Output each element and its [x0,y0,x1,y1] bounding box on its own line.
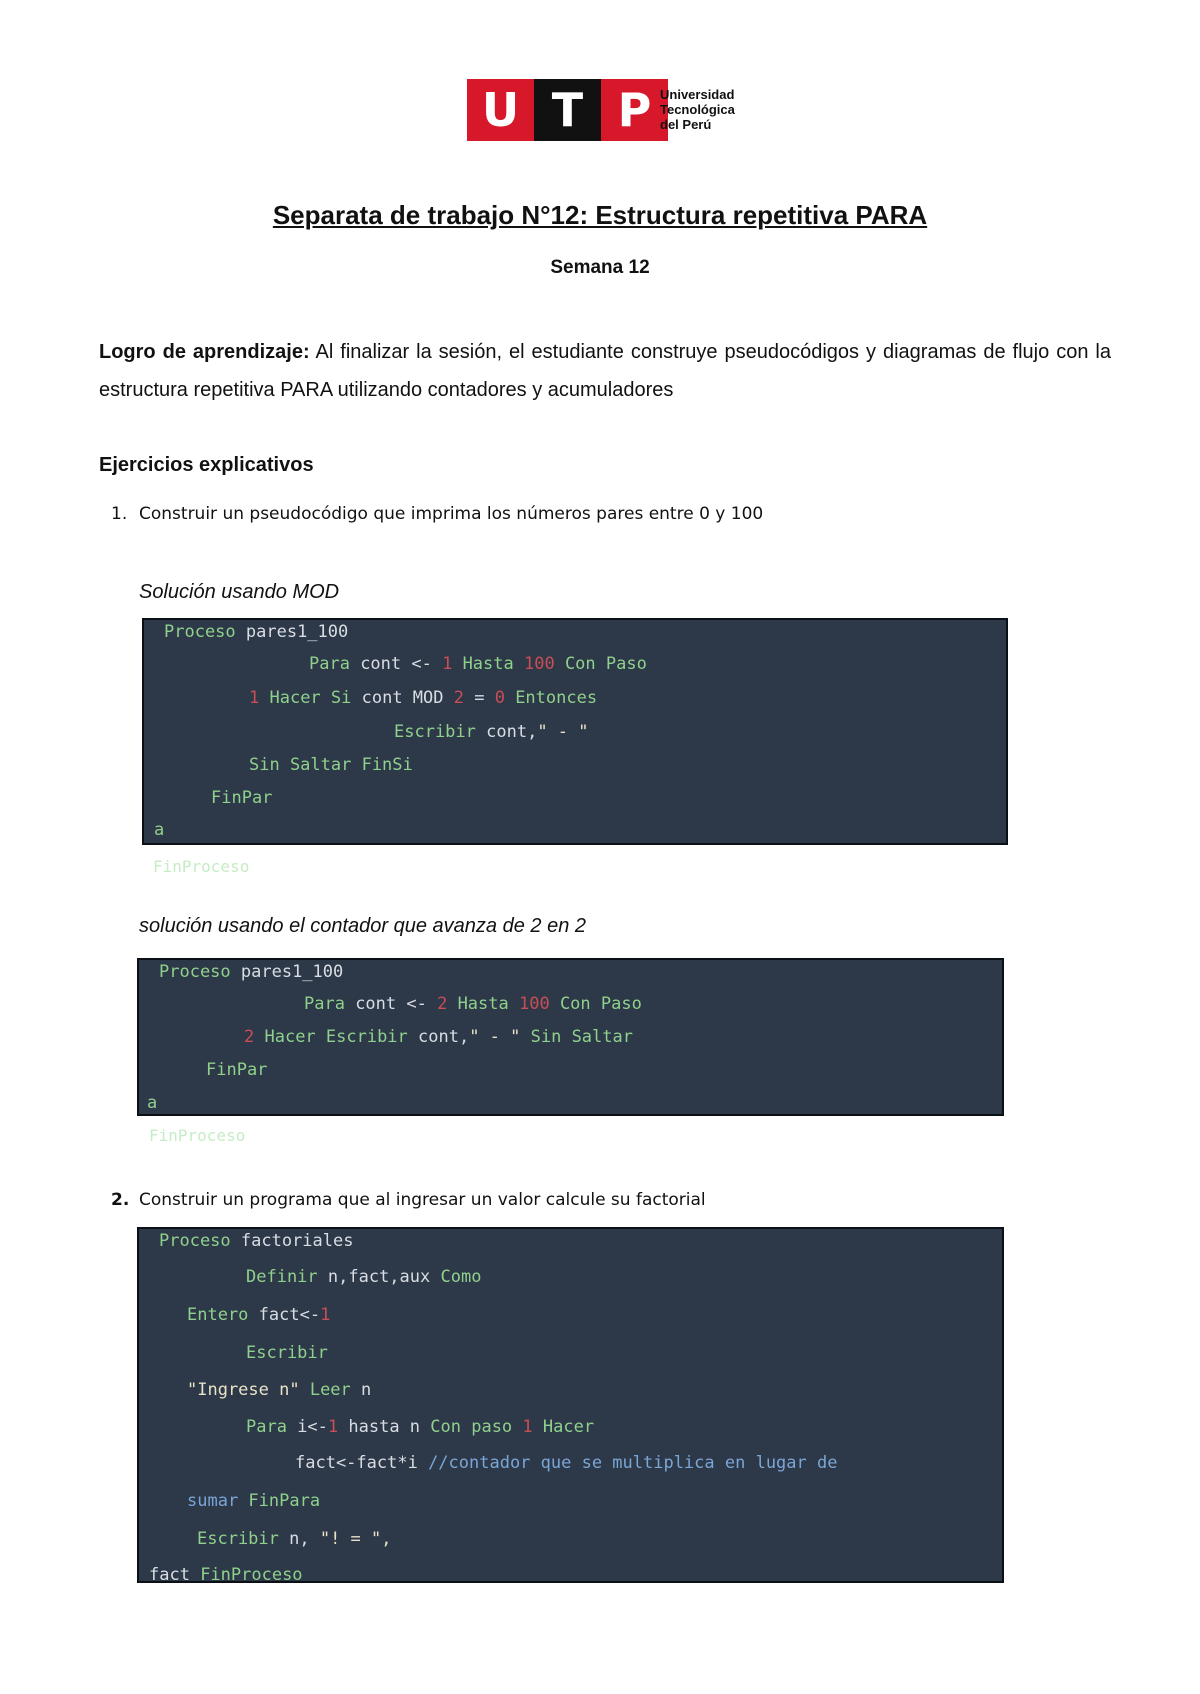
code-token: Leer [309,1380,362,1400]
code-line [244,1027,633,1047]
code-line [249,688,597,708]
code-line [295,1453,837,1473]
code-token: cont MOD [361,688,454,708]
logo-letter-t: T [534,79,601,141]
code-token: fact [149,1565,201,1585]
code-token: a [147,1093,158,1113]
week-label: Semana 12 [550,257,650,278]
code-token: 100 [523,654,565,674]
logo-letter-p: P [601,79,668,141]
code-2-trailing-line: FinProceso [149,1126,246,1145]
code-line [159,1231,353,1251]
code-token: sumar [187,1491,249,1511]
code-token: factoriales [240,1231,354,1251]
exercise-2 [111,1190,706,1210]
exercise-1-text: Construir un pseudocódigo que imprima los números pares entre 0 y 100 [139,504,764,524]
code-token: Hasta [457,994,519,1014]
code-token: 1 [249,688,270,708]
code-token: " - " [469,1027,531,1047]
exercise-1-number: 1. [111,504,128,524]
code-token: 1 [442,654,463,674]
code-token: 2 [244,1027,265,1047]
code-token: "! = ", [319,1529,392,1549]
solution-1-title: Solución usando MOD [139,581,340,603]
code-line [159,962,343,982]
code-line [154,820,164,840]
code-token: Con Paso [564,654,647,674]
goal-text: Al finalizar la sesión, el estudiante construye pseudocódigos y diagramas de flujo con la estructura repetitiva PARA utilizando contadores y acumuladores [99,341,1111,401]
code-token: FinPara [248,1491,321,1511]
solution-2-title: solución usando el contador que avanza de 2 en 2 [139,915,587,937]
code-token: Escribir [246,1343,328,1363]
learning-goal [99,333,1111,409]
logo-line-3: del Perú [660,117,712,132]
code-token: Con paso [430,1417,523,1437]
code-token: Proceso [164,622,246,642]
code-token: Con Paso [559,994,642,1014]
code-token: Hacer [542,1417,595,1437]
code-token: 0 [494,688,516,708]
code-token: Para [246,1417,298,1437]
code-line [394,722,589,742]
code-token: cont, [418,1027,470,1047]
code-token: Definir [246,1267,328,1287]
code-token: Para [309,654,361,674]
code-token: Hacer Si [269,688,362,708]
code-line [249,755,413,775]
code-token: n,fact,aux [327,1267,441,1287]
logo-wordmark [660,87,735,132]
code-token: cont <- [360,654,443,674]
code-line [197,1529,392,1549]
code-token: Escribir [197,1529,290,1549]
code-block-solution-2 [137,958,1004,1116]
code-line [149,1565,303,1585]
code-token: Sin Saltar FinSi [249,755,413,775]
code-token: fact<-fact*i [295,1453,429,1473]
code-token: Proceso [159,962,241,982]
code-token: pares1_100 [245,622,349,642]
code-token: 2 [437,994,458,1014]
exercise-1 [111,504,764,524]
code-token: hasta n [348,1417,431,1437]
goal-label: Logro de aprendizaje: [99,341,310,363]
code-token: Hacer Escribir [264,1027,419,1047]
code-token: Proceso [159,1231,241,1251]
code-token: 100 [518,994,560,1014]
code-token: " - " [537,722,589,742]
code-line [206,1060,267,1080]
code-token: Entero [187,1305,259,1325]
code-token: 1 [327,1417,349,1437]
code-token: pares1_100 [240,962,344,982]
code-token: 1 [320,1305,331,1325]
code-line [147,1093,157,1113]
page-title: Separata de trabajo N°12: Estructura repetitiva PARA [272,200,928,230]
code-1-trailing-line: FinProceso [153,857,250,876]
utp-logo [467,79,747,141]
code-token: //contador que se multiplica en lugar de [428,1453,838,1473]
code-line [187,1305,330,1325]
code-line [304,994,642,1014]
section-title: Ejercicios explicativos [99,454,314,476]
code-line [246,1343,328,1363]
code-token: "Ingrese n" [187,1380,310,1400]
code-line [187,1491,320,1511]
code-token: Para [304,994,356,1014]
code-token: Escribir [394,722,487,742]
code-token: Entonces [515,688,598,708]
logo-line-1: Universidad [660,87,735,102]
code-line [246,1267,481,1287]
code-token: a [154,820,165,840]
code-token: 2 [453,688,475,708]
code-token: fact<- [258,1305,321,1325]
code-token: Como [440,1267,482,1287]
code-token: FinPar [206,1060,268,1080]
code-line [164,622,348,642]
code-token: FinProceso [200,1565,303,1585]
code-token: 1 [522,1417,543,1437]
code-token: FinPar [211,788,273,808]
code-token: = [474,688,495,708]
logo-letter-u: U [467,79,534,141]
code-line [187,1380,371,1400]
code-block-solution-1 [142,618,1008,845]
code-line [309,654,647,674]
code-token: cont <- [355,994,438,1014]
code-block-factorial [137,1227,1004,1583]
code-token: n, [289,1529,320,1549]
code-line [246,1417,594,1437]
exercise-2-text: Construir un programa que al ingresar un valor calcule su factorial [139,1190,706,1210]
code-token: cont, [486,722,538,742]
code-token: n [361,1380,372,1400]
code-token: i<- [297,1417,328,1437]
code-token: Sin Saltar [530,1027,633,1047]
logo-line-2: Tecnológica [660,102,735,117]
code-token: Hasta [462,654,524,674]
exercise-2-number: 2. [111,1190,130,1210]
code-line [211,788,272,808]
